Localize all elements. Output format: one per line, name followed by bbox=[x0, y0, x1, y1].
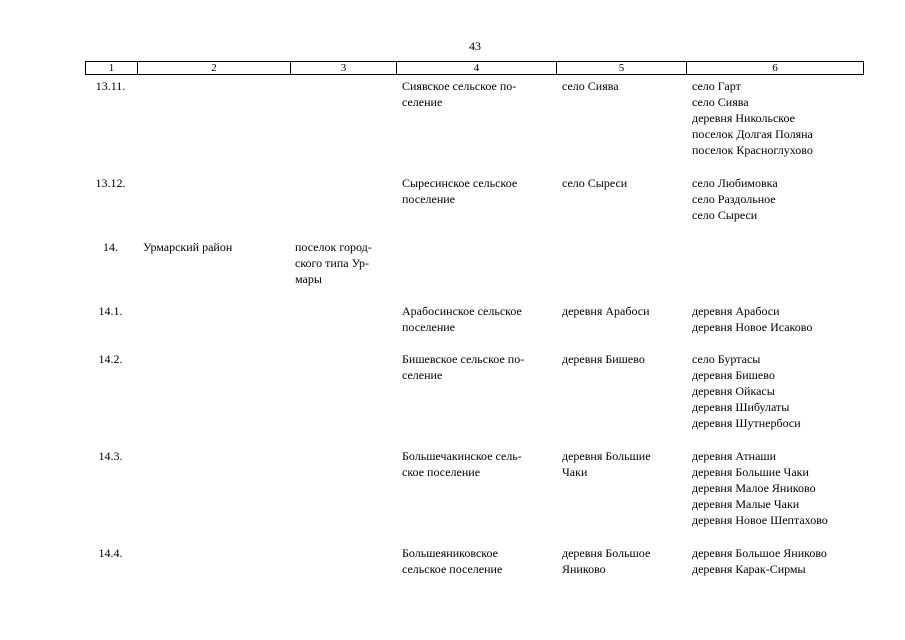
row-number: 13.11. bbox=[95, 79, 126, 93]
localities-list: деревня Арабоси деревня Новое Исаково bbox=[692, 304, 813, 334]
settlement-name: Бишевское сельское по- селение bbox=[402, 352, 525, 382]
admin-center: село Сыреси bbox=[562, 176, 628, 190]
district-center: поселок город- ского типа Ур- мары bbox=[295, 240, 372, 286]
settlement-name: Арабосинское сельское поселение bbox=[402, 304, 522, 334]
header-col-4: 4 bbox=[397, 62, 557, 74]
admin-center: деревня Большие Чаки bbox=[562, 449, 651, 479]
row-number: 14.1. bbox=[98, 304, 123, 318]
localities-list: деревня Атнаши деревня Большие Чаки деревня Малое Яниково деревня Малые Чаки деревня Новое Шептахово bbox=[692, 449, 828, 527]
row-number: 14. bbox=[103, 240, 118, 254]
settlement-name: Большечакинское сель- ское поселение bbox=[402, 449, 522, 479]
settlement-name: Большеяниковское сельское поселение bbox=[402, 546, 503, 576]
header-col-1: 1 bbox=[86, 62, 138, 74]
localities-list: село Буртасы деревня Бишево деревня Ойкасы деревня Шибулаты деревня Шутнербоси bbox=[692, 352, 801, 430]
localities-list: село Любимовка село Раздольное село Сыреси bbox=[692, 176, 778, 222]
row-number: 14.2. bbox=[98, 352, 123, 366]
settlement-name: Сыресинское сельское поселение bbox=[402, 176, 518, 206]
localities-list: село Гарт село Сиява деревня Никольское поселок Долгая Поляна поселок Красноглухово bbox=[692, 79, 813, 157]
admin-center: деревня Бишево bbox=[562, 352, 645, 366]
admin-center: село Сиява bbox=[562, 79, 619, 93]
admin-center: деревня Большое Яниково bbox=[562, 546, 651, 576]
header-col-5: 5 bbox=[557, 62, 687, 74]
row-number: 13.12. bbox=[95, 176, 126, 190]
district-name: Урмарский район bbox=[143, 240, 233, 254]
localities-list: деревня Большое Яниково деревня Карак-Сирмы bbox=[692, 546, 827, 576]
table-header bbox=[85, 61, 864, 75]
page-number: 43 bbox=[469, 39, 481, 53]
row-number: 14.3. bbox=[98, 449, 123, 463]
header-col-6: 6 bbox=[772, 62, 778, 74]
row-number: 14.4. bbox=[98, 546, 123, 560]
header-col-2: 2 bbox=[138, 62, 291, 74]
admin-center: деревня Арабоси bbox=[562, 304, 650, 318]
settlement-name: Сиявское сельское по- селение bbox=[402, 79, 517, 109]
header-col-3: 3 bbox=[291, 62, 397, 74]
